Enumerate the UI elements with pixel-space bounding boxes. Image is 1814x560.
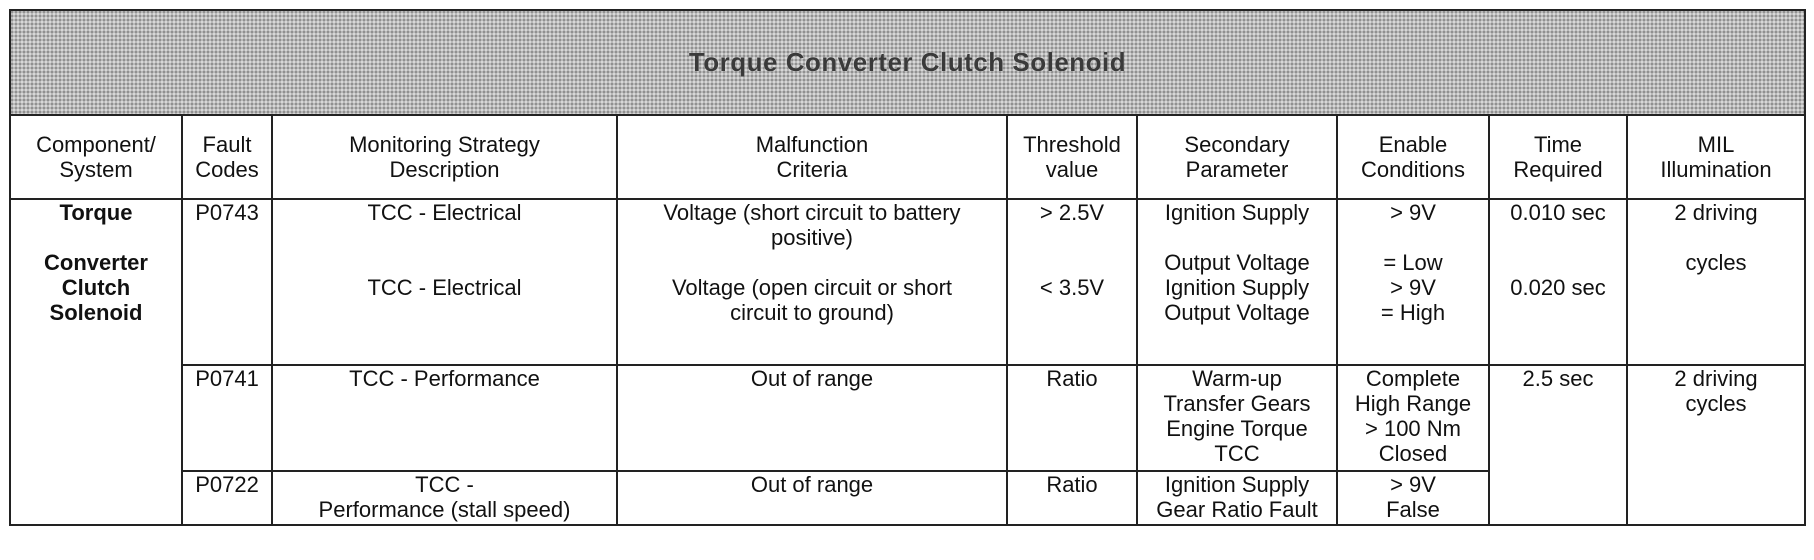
criteria-cell: Out of range xyxy=(617,365,1007,471)
time-required-cell: 0.010 sec 0.020 sec xyxy=(1489,199,1627,365)
secondary-parameter-cell: Warm-up Transfer Gears Engine Torque TCC xyxy=(1137,365,1337,471)
table-title xyxy=(10,10,1805,115)
strategy-cell: TCC - Electrical TCC - Electrical xyxy=(272,199,617,365)
table-row xyxy=(10,365,1805,471)
enable-conditions-cell: > 9V = Low > 9V = High xyxy=(1337,199,1489,365)
mil-illumination-cell: 2 driving cycles xyxy=(1627,199,1805,365)
header-threshold-value: Threshold value xyxy=(1007,115,1137,199)
header-component-system: Component/ System xyxy=(10,115,182,199)
enable-conditions-cell: > 9V False xyxy=(1337,471,1489,525)
header-secondary-parameter: Secondary Parameter xyxy=(1137,115,1337,199)
time-required-cell: 2.5 sec xyxy=(1489,365,1627,525)
header-time-required: Time Required xyxy=(1489,115,1627,199)
header-monitoring-strategy: Monitoring Strategy Description xyxy=(272,115,617,199)
secondary-parameter-cell: Ignition Supply Gear Ratio Fault xyxy=(1137,471,1337,525)
mil-illumination-cell: 2 driving cycles xyxy=(1627,365,1805,525)
header-fault-codes: Fault Codes xyxy=(182,115,272,199)
strategy-cell: TCC - Performance xyxy=(272,365,617,471)
criteria-cell: Voltage (short circuit to battery positive) Voltage (open circuit or short circuit to ground) xyxy=(617,199,1007,365)
enable-conditions-cell: Complete High Range > 100 Nm Closed xyxy=(1337,365,1489,471)
table-row xyxy=(10,199,1805,365)
threshold-cell: > 2.5V < 3.5V xyxy=(1007,199,1137,365)
diagnostic-table xyxy=(9,9,1806,526)
header-row xyxy=(10,115,1805,199)
header-malfunction-criteria: Malfunction Criteria xyxy=(617,115,1007,199)
component-system-cell: Torque Converter Clutch Solenoid xyxy=(10,199,182,525)
secondary-parameter-cell: Ignition Supply Output Voltage Ignition Supply Output Voltage xyxy=(1137,199,1337,365)
fault-code-cell: P0722 xyxy=(182,471,272,525)
fault-code-cell: P0741 xyxy=(182,365,272,471)
fault-code-cell: P0743 xyxy=(182,199,272,365)
document-page xyxy=(9,9,1804,550)
threshold-cell: Ratio xyxy=(1007,471,1137,525)
criteria-cell: Out of range xyxy=(617,471,1007,525)
header-enable-conditions: Enable Conditions xyxy=(1337,115,1489,199)
threshold-cell: Ratio xyxy=(1007,365,1137,471)
strategy-cell: TCC - Performance (stall speed) xyxy=(272,471,617,525)
table-title-text: Torque Converter Clutch Solenoid xyxy=(688,47,1127,77)
header-mil-illumination: MIL Illumination xyxy=(1627,115,1805,199)
